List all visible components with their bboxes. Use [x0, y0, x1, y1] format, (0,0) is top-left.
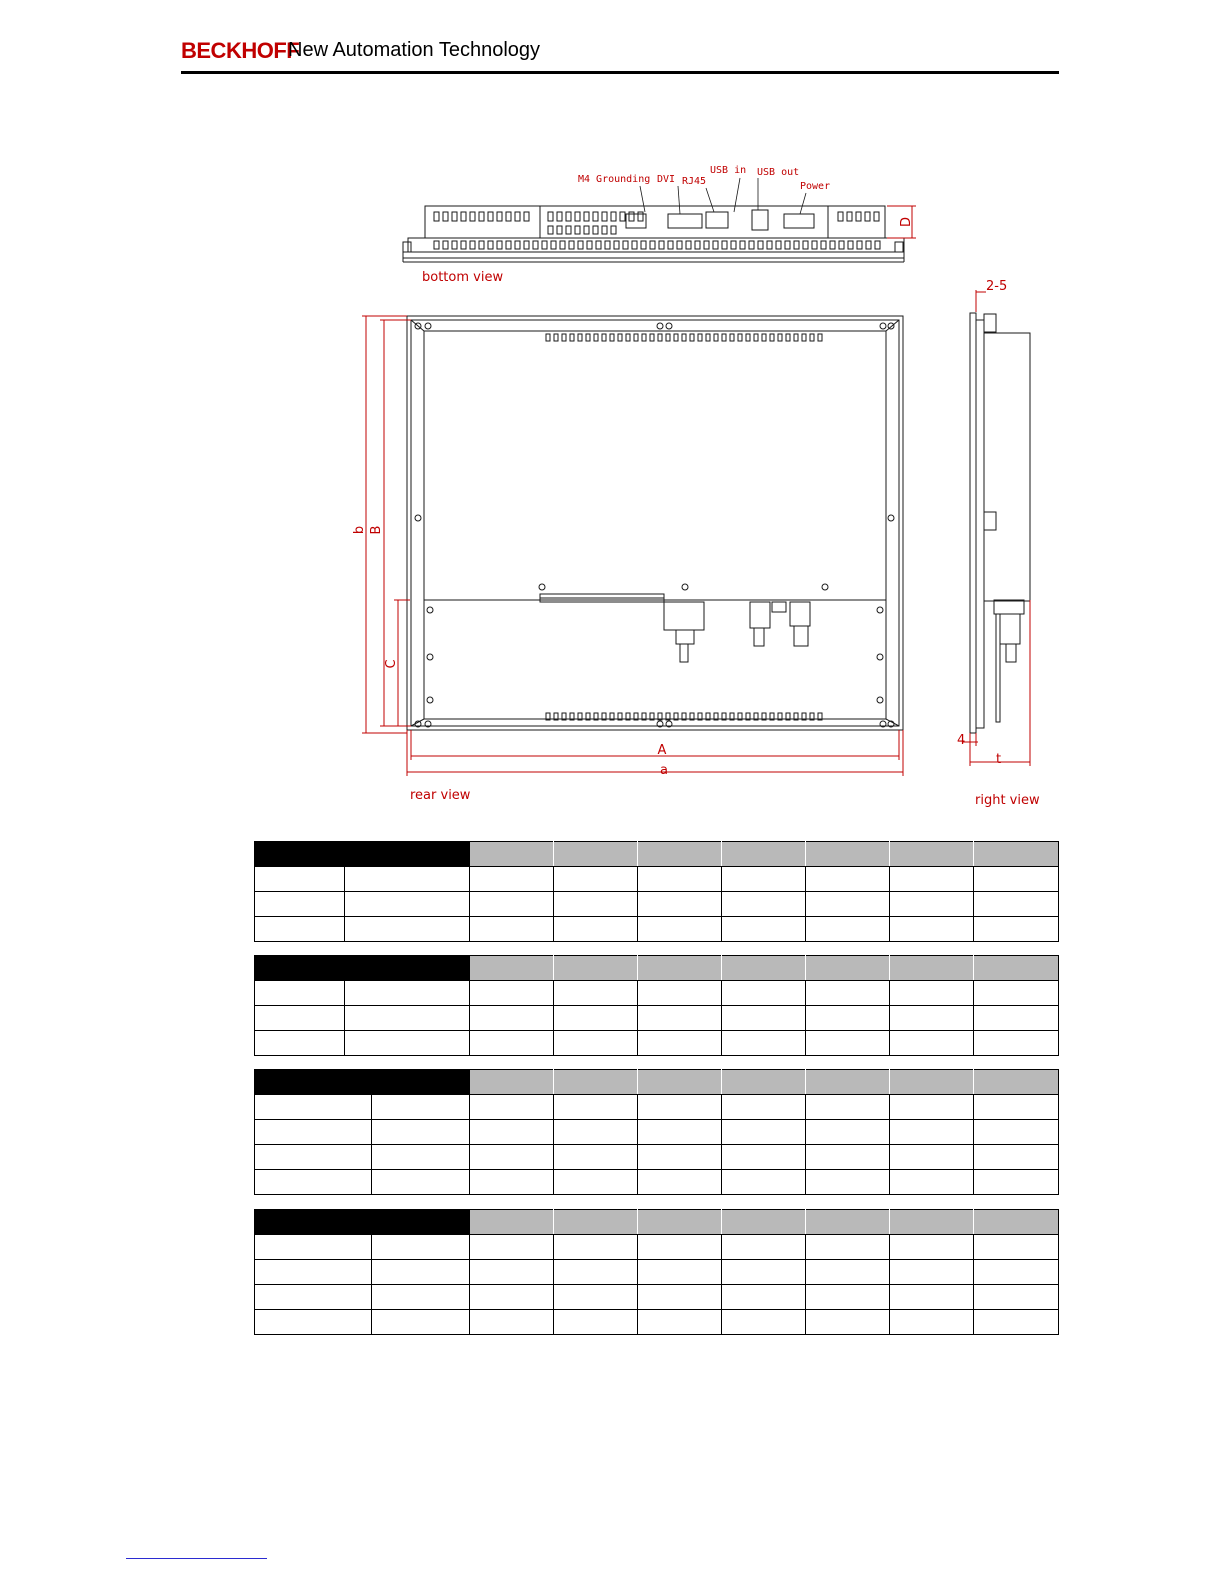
table-cell: [890, 1260, 974, 1285]
table-cell: [554, 867, 638, 892]
table-cell: [470, 1285, 554, 1310]
table-cell: [372, 1170, 470, 1195]
table-cell: [372, 1260, 470, 1285]
table-cell: [638, 1260, 722, 1285]
brand-logo: BECKHOFF: [181, 38, 300, 63]
table-row: [255, 1170, 1059, 1195]
table-cell: [345, 1006, 470, 1031]
table-cell: [722, 1260, 806, 1285]
footer-link-underline[interactable]: [126, 1558, 267, 1559]
table-cell: [806, 917, 890, 942]
table-cell: [806, 1235, 890, 1260]
table-cell: [255, 1031, 345, 1056]
brand-tagline: New Automation Technology: [288, 39, 541, 61]
table-cell: [470, 1260, 554, 1285]
table-row: [255, 1120, 1059, 1145]
table-cell: [470, 867, 554, 892]
table-cell: [345, 892, 470, 917]
table-column-header: [806, 842, 890, 867]
table-cell: [638, 1145, 722, 1170]
table-cell: [554, 1170, 638, 1195]
table-cell: [255, 1095, 372, 1120]
table-column-header: [554, 842, 638, 867]
dimension-table-3: [254, 1069, 1059, 1195]
table-cell: [722, 1145, 806, 1170]
table-cell: [470, 1120, 554, 1145]
table-cell: [372, 1145, 470, 1170]
table-row: [255, 1285, 1059, 1310]
table-cell: [554, 892, 638, 917]
table-cell: [722, 917, 806, 942]
table-cell: [255, 917, 345, 942]
table-cell: [890, 1170, 974, 1195]
table-cell: [806, 1145, 890, 1170]
table-cell: [890, 867, 974, 892]
table-cell: [470, 1235, 554, 1260]
table-cell: [890, 892, 974, 917]
table-cell: [890, 917, 974, 942]
table-cell: [554, 1260, 638, 1285]
table-cell: [255, 1170, 372, 1195]
table-column-header: [974, 956, 1059, 981]
table-column-header: [470, 842, 554, 867]
table-column-header: [806, 1070, 890, 1095]
dimension-table-2: [254, 955, 1059, 1056]
power-label: Power: [800, 181, 831, 192]
inner-height-label: B: [369, 525, 384, 535]
table-cell: [255, 1285, 372, 1310]
table-row: [255, 1006, 1059, 1031]
table-cell: [554, 1006, 638, 1031]
table-cell: [806, 1006, 890, 1031]
table-column-header: [470, 956, 554, 981]
table-cell: [974, 892, 1059, 917]
right-view-caption: right view: [975, 793, 1040, 808]
table-cell: [255, 1260, 372, 1285]
table-column-header: [890, 1070, 974, 1095]
table-cell: [372, 1120, 470, 1145]
table-cell: [470, 917, 554, 942]
table-column-header: [554, 956, 638, 981]
table-cell: [554, 1031, 638, 1056]
table-cell: [722, 1095, 806, 1120]
table-row: [255, 1095, 1059, 1120]
table-cell: [638, 1006, 722, 1031]
table-column-header: [722, 842, 806, 867]
table-cell: [806, 1095, 890, 1120]
table-cell: [890, 1006, 974, 1031]
table-cell: [255, 867, 345, 892]
table-cell: [722, 981, 806, 1006]
table-cell: [554, 917, 638, 942]
table-cell: [974, 1285, 1059, 1310]
table-cell: [806, 1170, 890, 1195]
table-cell: [372, 1235, 470, 1260]
outer-width-label: a: [660, 763, 668, 778]
table-cell: [255, 1310, 372, 1335]
table-cell: [722, 1235, 806, 1260]
table-cell: [806, 892, 890, 917]
usb-in-label: USB in: [710, 165, 747, 176]
table-row: [255, 867, 1059, 892]
table-cell: [372, 1310, 470, 1335]
dimension-table-1: [254, 841, 1059, 942]
table-cell: [722, 1120, 806, 1145]
table-column-header: [890, 956, 974, 981]
table-cell: [638, 917, 722, 942]
table-cell: [890, 1031, 974, 1056]
table-cell: [890, 981, 974, 1006]
table-cell: [470, 1031, 554, 1056]
table-row: [255, 1145, 1059, 1170]
bottom-view: [403, 206, 904, 262]
table-cell: [974, 1006, 1059, 1031]
table-column-header: [554, 1210, 638, 1235]
table-cell: [255, 1006, 345, 1031]
table-cell: [890, 1145, 974, 1170]
table-cell: [806, 1260, 890, 1285]
rj45-label: RJ45: [682, 176, 707, 187]
table-cell: [890, 1235, 974, 1260]
inner-width-label: A: [657, 743, 667, 758]
usb-in-connector: [752, 210, 768, 230]
table-cell: [974, 1120, 1059, 1145]
table-header-row: [255, 1210, 1059, 1235]
panel-thickness-label: 2-5: [986, 279, 1008, 294]
table-row: [255, 981, 1059, 1006]
table-cell: [638, 1310, 722, 1335]
rear-view-caption: rear view: [410, 788, 471, 803]
front-dimension-label: 4: [957, 733, 966, 748]
table-cell: [722, 1285, 806, 1310]
table-cell: [890, 1120, 974, 1145]
table-cell: [722, 1310, 806, 1335]
right-view: [970, 313, 1030, 733]
table-row: [255, 1260, 1059, 1285]
dimension-table-4: [254, 1209, 1059, 1335]
rear-view-dimensions: [362, 316, 903, 776]
power-connector: [784, 214, 814, 228]
table-row: [255, 1031, 1059, 1056]
table-cell: [722, 1031, 806, 1056]
c-dimension-label: C: [384, 659, 399, 669]
table-cell: [554, 1310, 638, 1335]
table-cell: [638, 1235, 722, 1260]
table-cell: [890, 1095, 974, 1120]
table-column-header: [638, 1070, 722, 1095]
table-cell: [806, 981, 890, 1006]
rear-view: [407, 316, 903, 730]
table-column-header: [974, 1210, 1059, 1235]
table-column-header: [974, 842, 1059, 867]
table-cell: [638, 1285, 722, 1310]
table-header-row: [255, 842, 1059, 867]
table-cell: [638, 867, 722, 892]
table-cell: [372, 1095, 470, 1120]
table-cell: [470, 1006, 554, 1031]
table-cell: [974, 867, 1059, 892]
table-cell: [554, 1095, 638, 1120]
outer-height-label: b: [352, 525, 367, 535]
table-row: [255, 1310, 1059, 1335]
table-cell: [470, 1095, 554, 1120]
table-column-header: [470, 1210, 554, 1235]
table-header-cell: [255, 842, 470, 867]
table-cell: [974, 1095, 1059, 1120]
table-cell: [974, 1145, 1059, 1170]
table-cell: [255, 981, 345, 1006]
table-column-header: [638, 1210, 722, 1235]
table-column-header: [722, 1070, 806, 1095]
table-column-header: [638, 956, 722, 981]
table-cell: [554, 1235, 638, 1260]
table-cell: [638, 892, 722, 917]
table-header-cell: [255, 956, 470, 981]
table-column-header: [638, 842, 722, 867]
table-column-header: [806, 1210, 890, 1235]
dvi-label: DVI: [657, 174, 676, 185]
table-cell: [372, 1285, 470, 1310]
table-header-cell: [255, 1210, 470, 1235]
table-header-row: [255, 1070, 1059, 1095]
table-cell: [470, 981, 554, 1006]
table-column-header: [722, 1210, 806, 1235]
table-column-header: [470, 1070, 554, 1095]
table-cell: [255, 892, 345, 917]
table-row: [255, 917, 1059, 942]
table-cell: [806, 1120, 890, 1145]
table-cell: [638, 1095, 722, 1120]
table-cell: [890, 1285, 974, 1310]
rj45-connector: [706, 212, 728, 228]
table-cell: [806, 867, 890, 892]
table-cell: [255, 1120, 372, 1145]
table-cell: [974, 1170, 1059, 1195]
table-row: [255, 892, 1059, 917]
table-header-cell: [255, 1070, 470, 1095]
table-row: [255, 1235, 1059, 1260]
table-column-header: [722, 956, 806, 981]
usb-out-label: USB out: [757, 167, 800, 178]
dvi-connector: [668, 214, 702, 228]
table-cell: [554, 1120, 638, 1145]
table-cell: [255, 1145, 372, 1170]
table-cell: [974, 1260, 1059, 1285]
table-cell: [470, 892, 554, 917]
table-cell: [890, 1310, 974, 1335]
m4-grounding-label: M4 Grounding: [578, 174, 651, 185]
table-cell: [974, 917, 1059, 942]
table-cell: [638, 1170, 722, 1195]
table-cell: [470, 1310, 554, 1335]
table-cell: [255, 1235, 372, 1260]
table-cell: [722, 1006, 806, 1031]
table-cell: [974, 1235, 1059, 1260]
table-header-row: [255, 956, 1059, 981]
table-cell: [554, 1145, 638, 1170]
table-cell: [554, 1285, 638, 1310]
table-cell: [806, 1310, 890, 1335]
table-cell: [638, 981, 722, 1006]
table-cell: [345, 981, 470, 1006]
table-cell: [345, 1031, 470, 1056]
table-cell: [554, 981, 638, 1006]
depth-label: D: [899, 216, 914, 228]
table-cell: [722, 867, 806, 892]
table-cell: [638, 1120, 722, 1145]
table-column-header: [554, 1070, 638, 1095]
table-column-header: [974, 1070, 1059, 1095]
thickness-label: t: [996, 752, 1002, 767]
table-cell: [806, 1285, 890, 1310]
table-column-header: [890, 842, 974, 867]
table-column-header: [890, 1210, 974, 1235]
table-cell: [470, 1170, 554, 1195]
table-cell: [974, 1031, 1059, 1056]
table-cell: [974, 1310, 1059, 1335]
table-cell: [345, 917, 470, 942]
table-column-header: [806, 956, 890, 981]
table-cell: [722, 892, 806, 917]
table-cell: [638, 1031, 722, 1056]
table-cell: [470, 1145, 554, 1170]
bottom-view-caption: bottom view: [422, 270, 504, 285]
table-cell: [974, 981, 1059, 1006]
table-cell: [722, 1170, 806, 1195]
table-cell: [806, 1031, 890, 1056]
table-cell: [345, 867, 470, 892]
